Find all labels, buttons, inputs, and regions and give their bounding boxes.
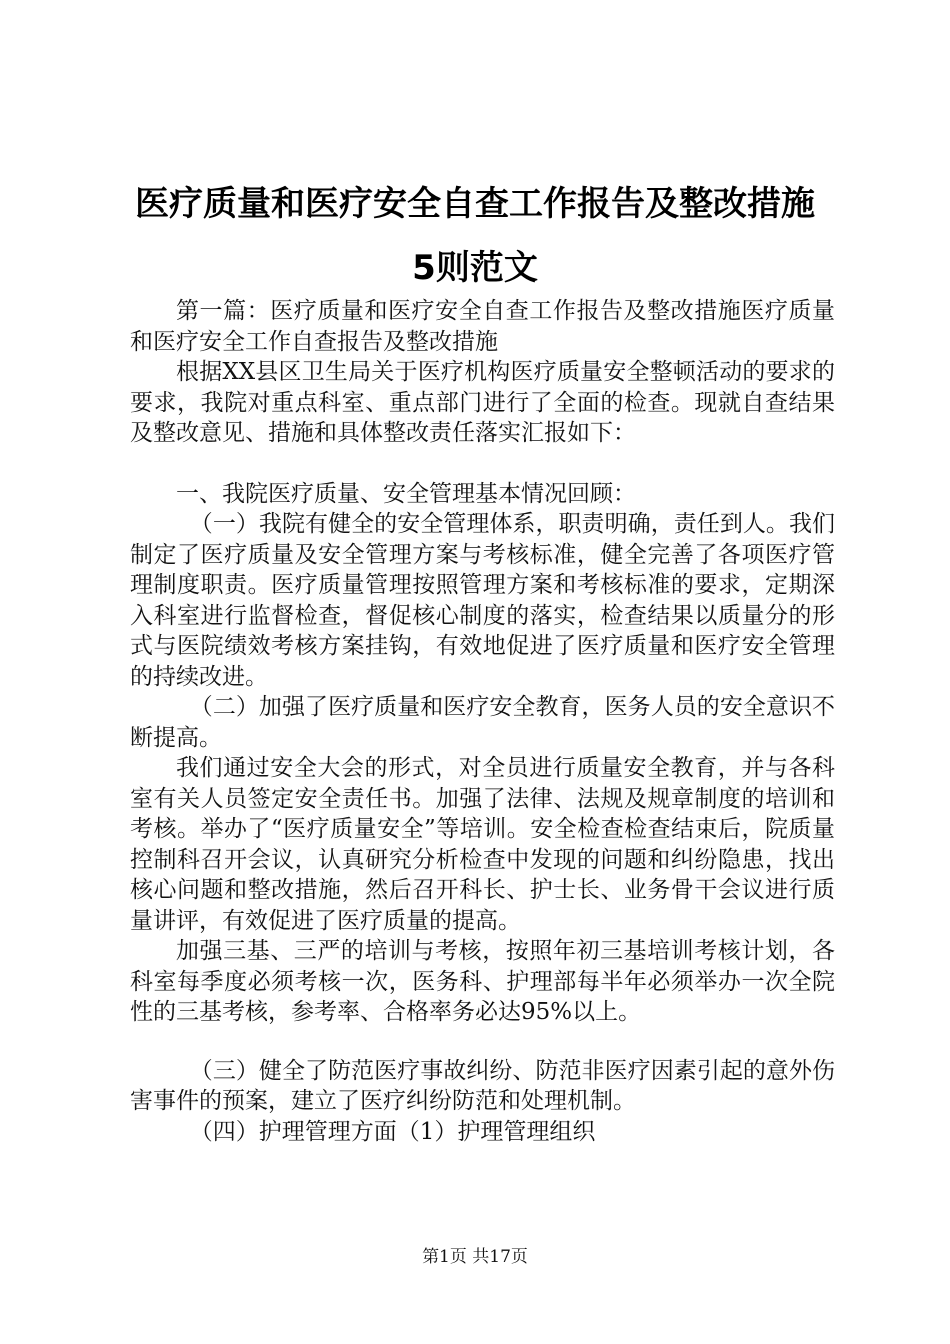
- paragraph: 加强三基、三严的培训与考核，按照年初三基培训考核计划，各科室每季度必须考核一次，医务科、护理部每半年必须举办一次全院性的三基考核，参考率、合格率务必达95%以上。: [130, 938, 835, 1025]
- document-title-line-1: 医疗质量和医疗安全自查工作报告及整改措施: [135, 184, 815, 224]
- paragraph: （一）我院有健全的安全管理体系，职责明确，责任到人。我们制定了医疗质量及安全管理方案与考核标准，健全完善了各项医疗管理制度职责。医疗质量管理按照管理方案和考核标准的要求，定期深入科室进行监督检查，督促核心制度的落实，检查结果以质量分的形式与医院绩效考核方案挂钩，有效地促进了医疗质量和医疗安全管理的持续改进。: [130, 511, 835, 690]
- page-footer: 第1页 共17页: [422, 1247, 528, 1267]
- paragraph: （四）护理管理方面（1）护理管理组织: [189, 1118, 596, 1145]
- paragraph: （二）加强了医疗质量和医疗安全教育，医务人员的安全意识不断提高。: [130, 694, 835, 751]
- paragraph: （三）健全了防范医疗事故纠纷、防范非医疗因素引起的意外伤害事件的预案，建立了医疗纠纷防范和处理机制。: [130, 1057, 835, 1114]
- paragraph: 根据XX县区卫生局关于医疗机构医疗质量安全整顿活动的要求的要求，我院对重点科室、重点部门进行了全面的检查。现就自查结果及整改意见、措施和具体整改责任落实汇报如下：: [130, 359, 835, 446]
- document-body: [130, 296, 835, 1147]
- paragraph: 第一篇：医疗质量和医疗安全自查工作报告及整改措施医疗质量和医疗安全工作自查报告及整改措施: [130, 298, 835, 355]
- paragraph: 我们通过安全大会的形式，对全员进行质量安全教育，并与各科室有关人员签定安全责任书。加强了法律、法规及规章制度的培训和考核。举办了“医疗质量安全”等培训。安全检查检查结束后，院质量控制科召开会议，认真研究分析检查中发现的问题和纠纷隐患，找出核心问题和整改措施，然后召开科长、护士长、业务骨干会议进行质量讲评，有效促进了医疗质量的提高。: [130, 755, 835, 934]
- section-heading: 一、我院医疗质量、安全管理基本情况回顾：: [176, 480, 636, 507]
- document-title-line-2: 5则范文: [412, 248, 538, 288]
